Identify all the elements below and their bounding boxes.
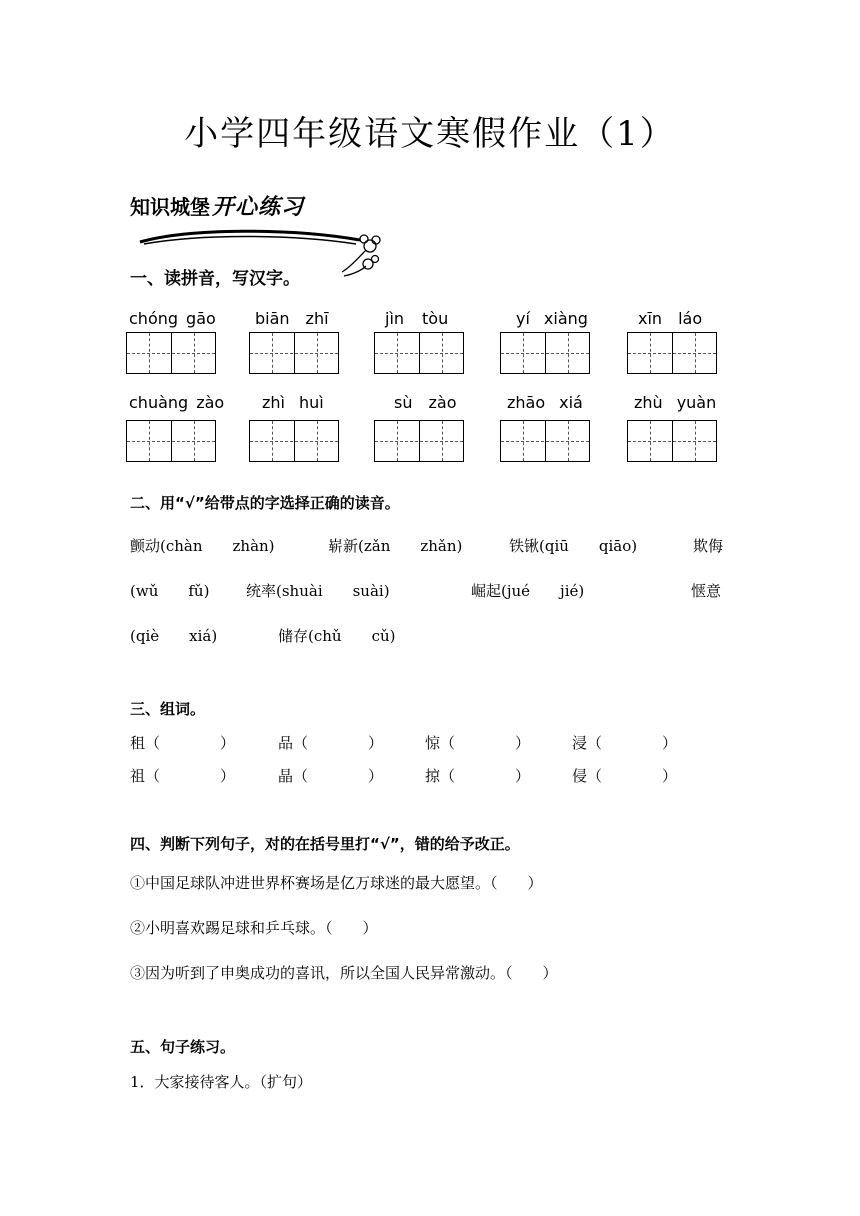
judgement-item: ③因为听到了申奥成功的喜讯，所以全国人民异常激动。（ ）: [130, 964, 558, 982]
pinyin-group: zhāo xiá: [507, 393, 583, 412]
word-blank[interactable]: 掠（ ）: [425, 767, 531, 785]
reading-option: 统率(shuài suài): [246, 582, 390, 600]
section-2-heading: 二、用“√”给带点的字选择正确的读音。: [130, 494, 400, 512]
reading-option: 惬意: [691, 582, 722, 600]
writing-grid[interactable]: [500, 332, 590, 374]
word-blank[interactable]: 品（ ）: [278, 734, 384, 752]
writing-grid[interactable]: [249, 420, 339, 462]
reading-option: (wǔ fǔ): [130, 582, 210, 600]
judgement-item: ②小明喜欢踢足球和乒乓球。（ ）: [130, 919, 378, 937]
writing-grid[interactable]: [374, 332, 464, 374]
reading-option: 铁锹(qiū qiāo): [509, 537, 638, 555]
writing-grid[interactable]: [126, 420, 216, 462]
reading-option: 颤动(chàn zhàn): [130, 537, 275, 555]
section-banner: [130, 190, 304, 221]
banner-script: 开心练习: [212, 194, 305, 220]
word-blank[interactable]: 浸（ ）: [572, 734, 678, 752]
word-blank[interactable]: 祖（ ）: [130, 767, 236, 785]
word-blank[interactable]: 侵（ ）: [572, 767, 678, 785]
pinyin-group: yí xiàng: [516, 309, 588, 328]
flower-icon: [342, 235, 380, 276]
reading-option: 储存(chǔ cǔ): [278, 627, 396, 645]
judgement-item: ①中国足球队冲进世界杯赛场是亿万球迷的最大愿望。（ ）: [130, 874, 543, 892]
page-title: 小学四年级语文寒假作业（1）: [184, 114, 676, 154]
pinyin-group: zhù yuàn: [634, 393, 717, 412]
banner-main: 知识城堡: [130, 195, 210, 219]
section-1-heading: 一、读拼音，写汉字。: [130, 269, 300, 289]
pinyin-group: jìn tòu: [385, 309, 449, 328]
sentence-item: 1．大家接待客人。（扩句）: [130, 1073, 313, 1091]
reading-option: (qiè xiá): [130, 627, 218, 645]
writing-grid[interactable]: [126, 332, 216, 374]
pinyin-group: biān zhī: [255, 309, 329, 328]
pinyin-group: xīn láo: [638, 309, 703, 328]
word-blank[interactable]: 租（ ）: [130, 734, 236, 752]
section-4-heading: 四、判断下列句子，对的在括号里打“√”，错的给予改正。: [130, 835, 520, 853]
pinyin-group: zhì huì: [262, 393, 324, 412]
writing-grid[interactable]: [374, 420, 464, 462]
section-3-heading: 三、组词。: [130, 700, 206, 718]
word-blank[interactable]: 晶（ ）: [278, 767, 384, 785]
section-5-heading: 五、句子练习。: [130, 1038, 236, 1056]
reading-option: 崛起(jué jié): [471, 582, 585, 600]
writing-grid[interactable]: [249, 332, 339, 374]
reading-option: 崭新(zǎn zhǎn): [328, 537, 463, 555]
reading-option: 欺侮: [693, 537, 724, 555]
writing-grid[interactable]: [627, 420, 717, 462]
writing-grid[interactable]: [500, 420, 590, 462]
pinyin-group: chóng gāo: [129, 309, 216, 328]
word-blank[interactable]: 惊（ ）: [425, 734, 531, 752]
pinyin-group: sù zào: [394, 393, 457, 412]
pinyin-group: chuàng zào: [129, 393, 225, 412]
writing-grid[interactable]: [627, 332, 717, 374]
